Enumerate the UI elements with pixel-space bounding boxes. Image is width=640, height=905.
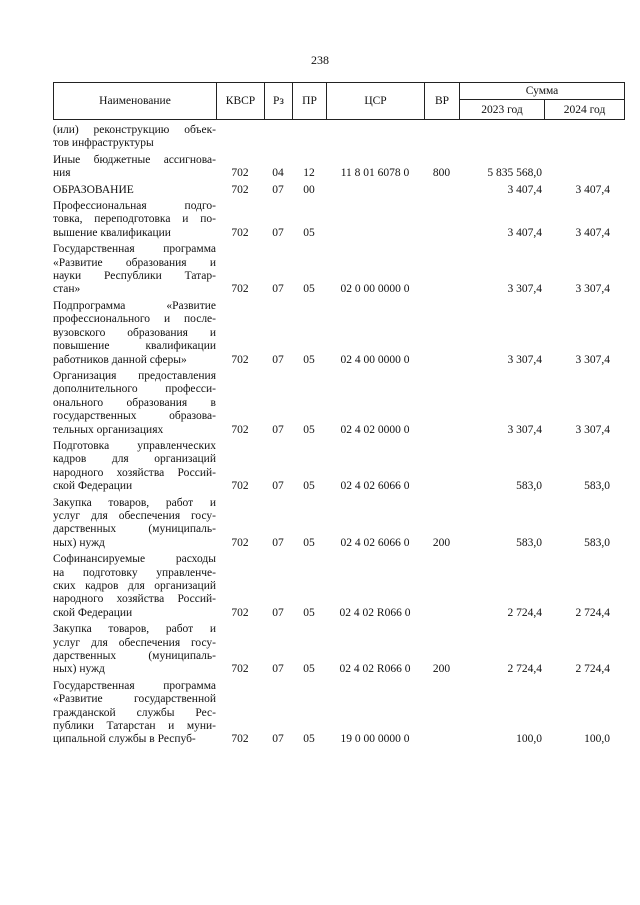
- row-sum-2023: 3 307,4: [507, 283, 542, 296]
- row-name: [53, 184, 216, 197]
- row-sum-2023: 3 407,4: [507, 226, 542, 239]
- row-name-line: ской Федерации: [53, 480, 133, 493]
- table-row: [53, 200, 624, 240]
- row-name: [53, 154, 216, 181]
- row-name-line: Государственная программа: [53, 679, 216, 692]
- row-csr: 19 0 00 0000 0: [340, 733, 410, 746]
- row-name-line: гражданской службы Рес-: [53, 706, 216, 719]
- table-header: [53, 82, 625, 120]
- row-name: [53, 497, 216, 551]
- row-csr: 02 4 02 6066 0: [340, 480, 410, 493]
- row-name-line: услуг для обеспечения госу-: [53, 636, 216, 649]
- header-kvsr: КВСР: [217, 83, 265, 120]
- header-sum: Сумма: [460, 83, 625, 100]
- row-kvsr: 702: [231, 423, 249, 436]
- header-csr: ЦСР: [327, 83, 425, 120]
- header-rz: Рз: [265, 83, 293, 120]
- table-row: [53, 154, 624, 181]
- row-pr: 05: [303, 423, 315, 436]
- row-sum-2023: 100,0: [516, 733, 542, 746]
- row-pr: 00: [303, 183, 315, 196]
- row-name-line: стан»: [53, 283, 81, 296]
- row-pr: 05: [303, 733, 315, 746]
- row-pr: 05: [303, 283, 315, 296]
- row-name-line: ОБРАЗОВАНИЕ: [53, 183, 134, 196]
- row-sum-2024: 3 407,4: [575, 226, 610, 239]
- row-rz: 07: [272, 183, 284, 196]
- row-kvsr: 702: [231, 536, 249, 549]
- row-name-line: кадров для организаций: [53, 453, 216, 466]
- row-name-line: тов инфраструктуры: [53, 137, 154, 150]
- row-csr: 02 4 02 R066 0: [339, 663, 411, 676]
- row-name: [53, 243, 216, 297]
- table-row: [53, 243, 624, 297]
- row-name-line: Иные бюджетные ассигнова-: [53, 153, 216, 166]
- row-kvsr: 702: [231, 733, 249, 746]
- row-name-line: Софинансируемые расходы: [53, 553, 216, 566]
- row-sum-2023: 3 407,4: [507, 183, 542, 196]
- row-name-line: Государственная программа: [53, 243, 216, 256]
- row-rz: 07: [272, 226, 284, 239]
- row-kvsr: 702: [231, 606, 249, 619]
- row-name-line: (или) реконструкцию объек-: [53, 124, 216, 136]
- row-rz: 07: [272, 536, 284, 549]
- row-name-line: повышение квалификации: [53, 340, 216, 353]
- row-name-line: ных) нужд: [53, 663, 105, 676]
- row-rz: 07: [272, 606, 284, 619]
- row-name-line: дарственных (муниципаль-: [53, 650, 216, 663]
- row-sum-2023: 583,0: [516, 480, 542, 493]
- row-rz: 04: [272, 167, 284, 180]
- row-sum-2024: 583,0: [584, 480, 610, 493]
- row-sum-2024: 2 724,4: [575, 606, 610, 619]
- row-pr: 05: [303, 353, 315, 366]
- table-row: [53, 497, 624, 551]
- row-kvsr: 702: [231, 480, 249, 493]
- row-sum-2023: 5 835 568,0: [487, 167, 542, 180]
- row-name-line: науки Республики Татар-: [53, 270, 216, 283]
- row-kvsr: 702: [231, 167, 249, 180]
- row-csr: 11 8 01 6078 0: [340, 167, 410, 180]
- table-row: [53, 124, 624, 151]
- row-name-line: на подготовку управленче-: [53, 566, 216, 579]
- header-name: Наименование: [54, 83, 217, 120]
- row-name-line: Закупка товаров, работ и: [53, 623, 216, 636]
- row-kvsr: 702: [231, 283, 249, 296]
- row-rz: 07: [272, 423, 284, 436]
- row-name-line: товка, переподготовка и по-: [53, 213, 216, 226]
- row-name-line: тельных организациях: [53, 423, 164, 436]
- table-row: [53, 300, 624, 367]
- row-rz: 07: [272, 480, 284, 493]
- row-rz: 07: [272, 733, 284, 746]
- row-name: [53, 553, 216, 620]
- row-kvsr: 702: [231, 226, 249, 239]
- row-sum-2023: 2 724,4: [507, 606, 542, 619]
- table-row: [53, 623, 624, 677]
- row-pr: 05: [303, 606, 315, 619]
- table-row: [53, 184, 624, 197]
- row-sum-2023: 583,0: [516, 536, 542, 549]
- row-name-line: ской Федерации: [53, 606, 133, 619]
- row-name-line: дарственных (муниципаль-: [53, 523, 216, 536]
- row-name-line: государственных образова-: [53, 410, 216, 423]
- row-name-line: народного хозяйства Россий-: [53, 466, 216, 479]
- row-sum-2024: 2 724,4: [575, 663, 610, 676]
- row-name-line: услуг для обеспечения госу-: [53, 509, 216, 522]
- row-csr: 02 4 02 6066 0: [340, 536, 410, 549]
- row-rz: 07: [272, 283, 284, 296]
- row-vr: 200: [432, 536, 451, 549]
- row-name-line: Подпрограмма «Развитие: [53, 299, 216, 312]
- row-csr: 02 4 02 0000 0: [340, 423, 410, 436]
- row-name: [53, 440, 216, 494]
- row-name-line: ципальной службы в Респуб-: [53, 733, 196, 746]
- row-pr: 12: [303, 167, 315, 180]
- row-pr: 05: [303, 536, 315, 549]
- row-csr: 02 4 00 0000 0: [340, 353, 410, 366]
- table-row: [53, 440, 624, 494]
- header-year-2023: 2023 год: [460, 100, 545, 120]
- row-name: [53, 680, 216, 747]
- header-pr: ПР: [293, 83, 327, 120]
- row-name-line: публики Татарстан и муни-: [53, 720, 216, 733]
- row-name-line: «Развитие образования и: [53, 256, 216, 269]
- row-name-line: работников данной сферы»: [53, 353, 187, 366]
- row-name-line: Организация предоставления: [53, 369, 216, 382]
- row-name: [53, 124, 216, 151]
- row-name-line: дополнительного професси-: [53, 383, 216, 396]
- row-name-line: Подготовка управленческих: [53, 439, 216, 452]
- row-name: [53, 370, 216, 437]
- row-csr: 02 0 00 0000 0: [340, 283, 410, 296]
- row-name-line: вузовского образования и: [53, 326, 216, 339]
- row-pr: 05: [303, 480, 315, 493]
- row-name-line: ния: [53, 167, 71, 180]
- table-row: [53, 680, 624, 747]
- row-kvsr: 702: [231, 663, 249, 676]
- row-name: [53, 623, 216, 677]
- row-name: [53, 300, 216, 367]
- row-rz: 07: [272, 353, 284, 366]
- row-vr: 200: [432, 663, 451, 676]
- header-year-2024: 2024 год: [545, 100, 625, 120]
- table-row: [53, 370, 624, 437]
- row-name-line: «Развитие государственной: [53, 693, 216, 706]
- row-sum-2024: 3 407,4: [575, 183, 610, 196]
- row-kvsr: 702: [231, 183, 249, 196]
- row-sum-2023: 3 307,4: [507, 353, 542, 366]
- row-name-line: ских кадров для организаций: [53, 580, 216, 592]
- table-body: [53, 124, 624, 750]
- row-sum-2023: 3 307,4: [507, 423, 542, 436]
- row-name-line: ных) нужд: [53, 536, 105, 549]
- row-rz: 07: [272, 663, 284, 676]
- row-name-line: Закупка товаров, работ и: [53, 496, 216, 509]
- row-name-line: вышение квалификации: [53, 226, 171, 239]
- row-name-line: профессионального и после-: [53, 313, 216, 326]
- row-kvsr: 702: [231, 353, 249, 366]
- row-sum-2024: 100,0: [584, 733, 610, 746]
- row-name-line: онального образования в: [53, 396, 216, 409]
- row-csr: 02 4 02 R066 0: [339, 606, 411, 619]
- row-sum-2023: 2 724,4: [507, 663, 542, 676]
- row-name-line: Профессиональная подго-: [53, 200, 216, 213]
- row-vr: 800: [432, 167, 451, 180]
- table-row: [53, 553, 624, 620]
- header-vr: ВР: [425, 83, 460, 120]
- row-pr: 05: [303, 226, 315, 239]
- row-name-line: народного хозяйства Россий-: [53, 593, 216, 606]
- row-sum-2024: 3 307,4: [575, 283, 610, 296]
- row-sum-2024: 3 307,4: [575, 423, 610, 436]
- row-name: [53, 200, 216, 240]
- row-sum-2024: 583,0: [584, 536, 610, 549]
- page-number: 238: [311, 53, 329, 67]
- row-pr: 05: [303, 663, 315, 676]
- row-sum-2024: 3 307,4: [575, 353, 610, 366]
